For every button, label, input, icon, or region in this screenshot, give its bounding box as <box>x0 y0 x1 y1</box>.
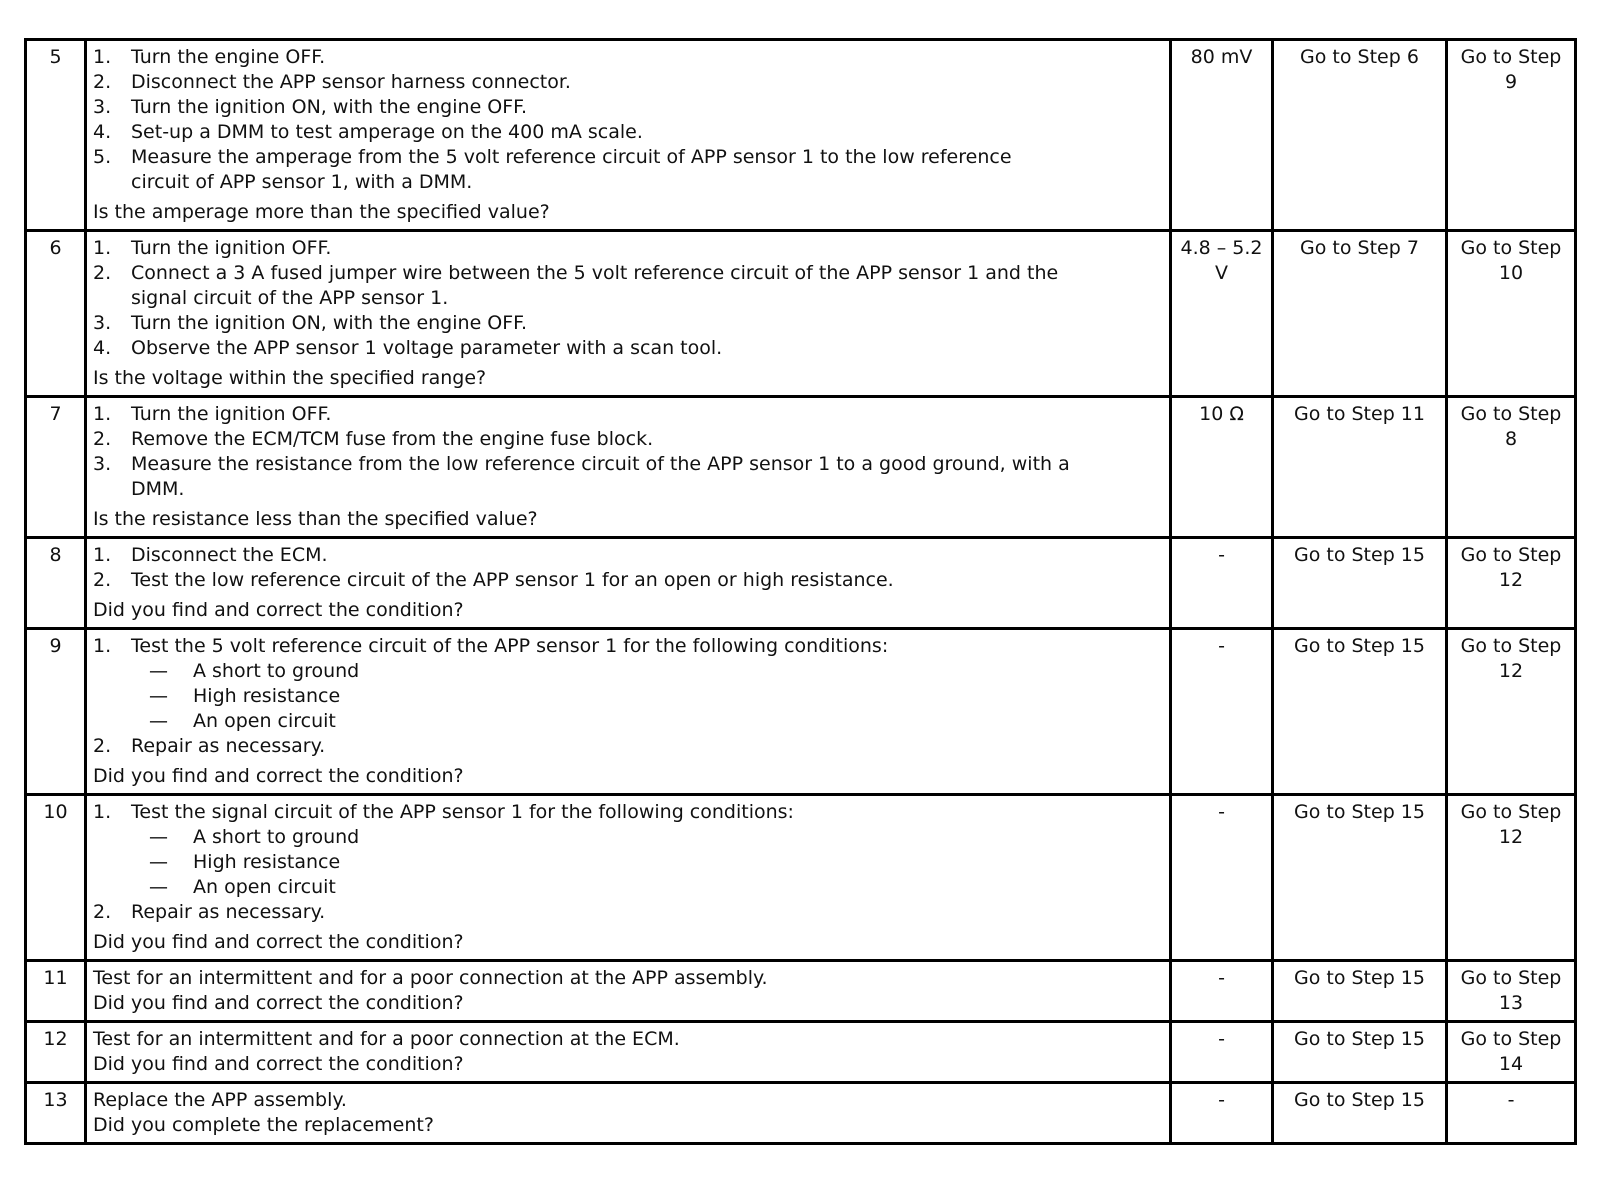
action-text: Test for an intermittent and for a poor connection at the ECM. <box>93 1028 680 1050</box>
yes-action-cell: Go to Step 6 <box>1273 40 1447 231</box>
list-item <box>93 402 1163 427</box>
no-action-cell: Go to Step 8 <box>1447 397 1576 538</box>
action-cell <box>86 397 1171 538</box>
value-cell: - <box>1171 629 1273 795</box>
bullet-text: An open circuit <box>193 876 336 898</box>
action-cell <box>86 1022 1171 1083</box>
item-number: 3. <box>93 453 112 475</box>
item-text: Turn the ignition OFF. <box>131 403 332 425</box>
table-row <box>26 538 1576 629</box>
item-number: 1. <box>93 237 112 259</box>
question-text: Did you find and correct the condition? <box>93 1053 464 1075</box>
list-item <box>93 70 1163 95</box>
yes-action-cell: Go to Step 15 <box>1273 961 1447 1022</box>
item-text: Remove the ECM/TCM fuse from the engine fuse block. <box>131 428 654 450</box>
no-action-cell: Go to Step 10 <box>1447 231 1576 397</box>
value-cell: - <box>1171 1022 1273 1083</box>
list-item <box>93 95 1163 120</box>
list-item <box>93 543 1163 568</box>
list-item <box>93 236 1163 261</box>
bullet-text: High resistance <box>193 685 341 707</box>
value-cell: - <box>1171 795 1273 961</box>
step-number: 6 <box>26 231 86 397</box>
no-action-cell: Go to Step 9 <box>1447 40 1576 231</box>
item-text: Turn the ignition ON, with the engine OFF. <box>131 96 528 118</box>
value-cell: 80 mV <box>1171 40 1273 231</box>
table-row <box>26 795 1576 961</box>
table-row <box>26 1083 1576 1144</box>
item-text: Test the 5 volt reference circuit of the APP sensor 1 for the following conditions: <box>131 635 889 657</box>
value-cell: 10 Ω <box>1171 397 1273 538</box>
step-number: 13 <box>26 1083 86 1144</box>
item-number: 1. <box>93 635 112 657</box>
list-item <box>93 427 1163 452</box>
value-cell: 4.8 – 5.2 V <box>1171 231 1273 397</box>
action-cell <box>86 1083 1171 1144</box>
action-cell <box>86 538 1171 629</box>
value-cell: - <box>1171 1083 1273 1144</box>
item-text-continued: DMM. <box>131 478 185 500</box>
table-row <box>26 231 1576 397</box>
question-text: Is the amperage more than the specified value? <box>93 201 550 223</box>
dash-icon: — <box>149 660 168 682</box>
value-cell: - <box>1171 538 1273 629</box>
yes-action-cell: Go to Step 11 <box>1273 397 1447 538</box>
table-row <box>26 1022 1576 1083</box>
value-cell: - <box>1171 961 1273 1022</box>
bullet-text: A short to ground <box>193 660 360 682</box>
dash-icon: — <box>149 876 168 898</box>
question-text: Did you find and correct the condition? <box>93 992 464 1014</box>
yes-action-cell: Go to Step 15 <box>1273 629 1447 795</box>
no-action-cell: Go to Step 12 <box>1447 795 1576 961</box>
action-cell <box>86 629 1171 795</box>
item-number: 2. <box>93 735 112 757</box>
item-number: 4. <box>93 337 112 359</box>
item-number: 1. <box>93 544 112 566</box>
question-text: Did you find and correct the condition? <box>93 931 464 953</box>
no-action-cell: Go to Step 13 <box>1447 961 1576 1022</box>
question-text: Is the resistance less than the specified value? <box>93 508 538 530</box>
list-item <box>93 634 1163 659</box>
list-item <box>93 800 1163 825</box>
table-row <box>26 629 1576 795</box>
action-cell <box>86 795 1171 961</box>
item-number: 2. <box>93 262 112 284</box>
dash-icon: — <box>149 851 168 873</box>
table-row <box>26 397 1576 538</box>
list-item <box>93 734 1163 759</box>
bullet-text: A short to ground <box>193 826 360 848</box>
diagnostic-table-body <box>26 40 1576 1144</box>
item-text: Test the low reference circuit of the APP sensor 1 for an open or high resistance. <box>131 569 894 591</box>
item-number: 1. <box>93 46 112 68</box>
item-text: Disconnect the APP sensor harness connector. <box>131 71 571 93</box>
list-item <box>93 261 1163 286</box>
item-text: Repair as necessary. <box>131 735 326 757</box>
action-cell <box>86 40 1171 231</box>
item-number: 5. <box>93 146 112 168</box>
item-text: Test the signal circuit of the APP sensor 1 for the following conditions: <box>131 801 794 823</box>
item-text: Measure the resistance from the low reference circuit of the APP sensor 1 to a good ground, with a <box>131 453 1070 475</box>
step-number: 8 <box>26 538 86 629</box>
item-text: Disconnect the ECM. <box>131 544 328 566</box>
document-page <box>24 38 1574 1145</box>
no-action-cell: Go to Step 12 <box>1447 538 1576 629</box>
action-text: Replace the APP assembly. <box>93 1089 347 1111</box>
item-number: 2. <box>93 428 112 450</box>
step-number: 5 <box>26 40 86 231</box>
yes-action-cell: Go to Step 7 <box>1273 231 1447 397</box>
item-number: 1. <box>93 801 112 823</box>
bullet-item <box>93 875 1163 900</box>
item-text: Repair as necessary. <box>131 901 326 923</box>
dash-icon: — <box>149 685 168 707</box>
list-item <box>93 336 1163 361</box>
list-item <box>93 452 1163 477</box>
question-text: Is the voltage within the specified range? <box>93 367 487 389</box>
dash-icon: — <box>149 826 168 848</box>
item-text: Measure the amperage from the 5 volt reference circuit of APP sensor 1 to the low reference <box>131 146 1012 168</box>
bullet-text: An open circuit <box>193 710 336 732</box>
item-text: Turn the engine OFF. <box>131 46 326 68</box>
dash-icon: — <box>149 710 168 732</box>
list-item <box>93 145 1163 170</box>
item-text-continued: circuit of APP sensor 1, with a DMM. <box>131 171 473 193</box>
item-text: Set-up a DMM to test amperage on the 400 mA scale. <box>131 121 643 143</box>
item-number: 3. <box>93 312 112 334</box>
item-number: 4. <box>93 121 112 143</box>
action-cell <box>86 231 1171 397</box>
table-row <box>26 40 1576 231</box>
action-text: Test for an intermittent and for a poor connection at the APP assembly. <box>93 967 768 989</box>
step-number: 10 <box>26 795 86 961</box>
list-item <box>93 900 1163 925</box>
bullet-item <box>93 709 1163 734</box>
bullet-item <box>93 684 1163 709</box>
item-number: 3. <box>93 96 112 118</box>
bullet-text: High resistance <box>193 851 341 873</box>
step-number: 12 <box>26 1022 86 1083</box>
item-number: 2. <box>93 901 112 923</box>
step-number: 7 <box>26 397 86 538</box>
bullet-item <box>93 659 1163 684</box>
bullet-item <box>93 825 1163 850</box>
question-text: Did you find and correct the condition? <box>93 599 464 621</box>
item-text: Turn the ignition ON, with the engine OFF. <box>131 312 528 334</box>
yes-action-cell: Go to Step 15 <box>1273 1083 1447 1144</box>
yes-action-cell: Go to Step 15 <box>1273 538 1447 629</box>
list-item <box>93 45 1163 70</box>
item-number: 1. <box>93 403 112 425</box>
yes-action-cell: Go to Step 15 <box>1273 1022 1447 1083</box>
item-number: 2. <box>93 569 112 591</box>
item-text: Turn the ignition OFF. <box>131 237 332 259</box>
step-number: 9 <box>26 629 86 795</box>
item-text: Connect a 3 A fused jumper wire between the 5 volt reference circuit of the APP sensor 1 and the <box>131 262 1059 284</box>
list-item <box>93 311 1163 336</box>
item-number: 2. <box>93 71 112 93</box>
step-number: 11 <box>26 961 86 1022</box>
no-action-cell: Go to Step 14 <box>1447 1022 1576 1083</box>
item-text: Observe the APP sensor 1 voltage parameter with a scan tool. <box>131 337 723 359</box>
table-row <box>26 961 1576 1022</box>
no-action-cell: Go to Step 12 <box>1447 629 1576 795</box>
yes-action-cell: Go to Step 15 <box>1273 795 1447 961</box>
question-text: Did you complete the replacement? <box>93 1114 434 1136</box>
list-item <box>93 568 1163 593</box>
bullet-item <box>93 850 1163 875</box>
item-text-continued: signal circuit of the APP sensor 1. <box>131 287 449 309</box>
action-cell <box>86 961 1171 1022</box>
diagnostic-table <box>24 38 1577 1145</box>
question-text: Did you find and correct the condition? <box>93 765 464 787</box>
no-action-cell: - <box>1447 1083 1576 1144</box>
list-item <box>93 120 1163 145</box>
